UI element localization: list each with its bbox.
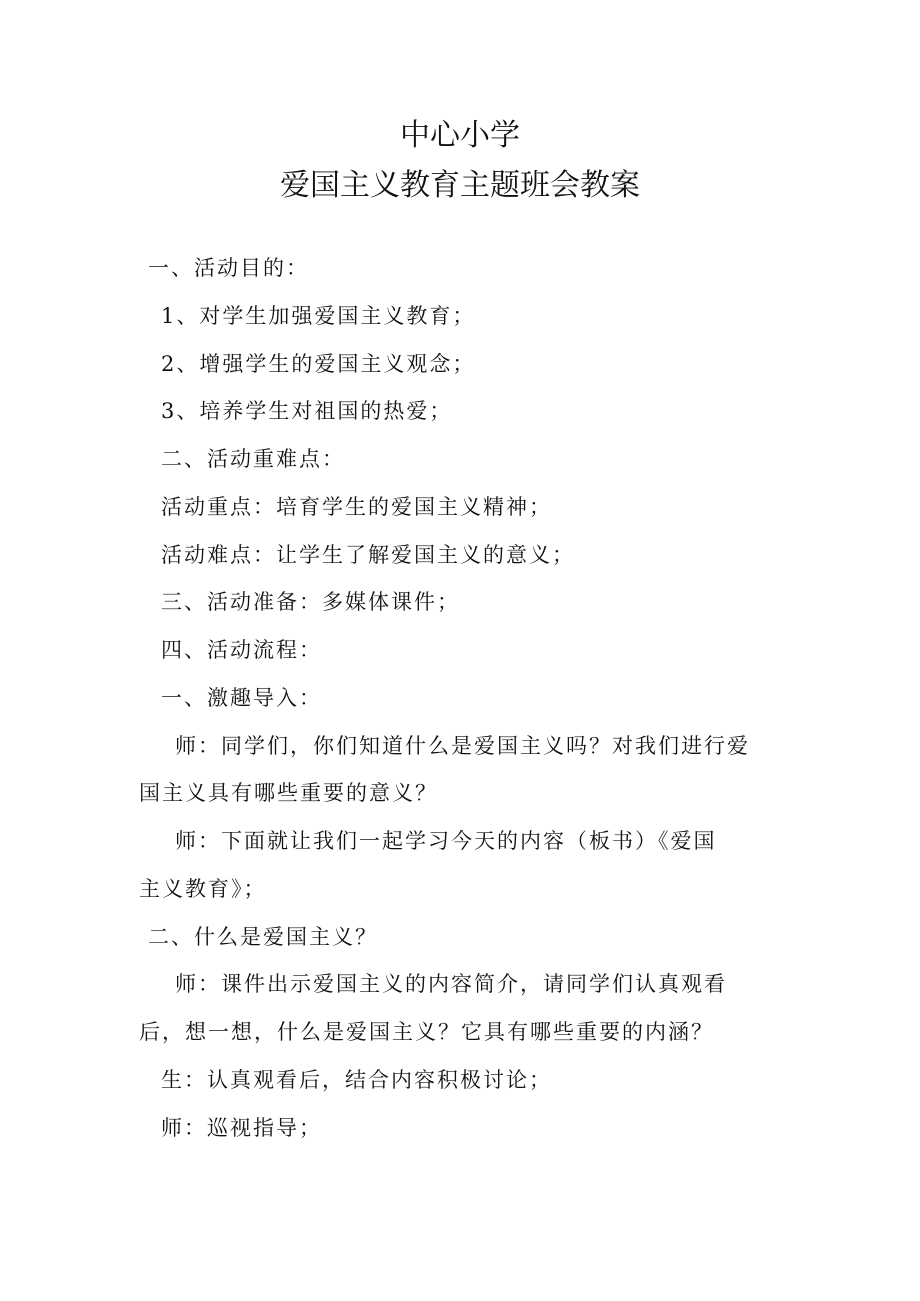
paragraph-line: 师：同学们，你们知道什么是爱国主义吗？对我们进行爱	[175, 734, 750, 758]
goal-item-1: 1、对学生加强爱国主义教育；	[161, 304, 476, 328]
paragraph-line: 师：下面就让我们一起学习今天的内容（板书）《爱国	[175, 829, 717, 853]
paragraph-line: 师：巡视指导；	[161, 1116, 322, 1140]
heading-activity-goal: 一、活动目的：	[148, 256, 309, 280]
paragraph-line: 师：课件出示爱国主义的内容简介，请同学们认真观看	[175, 972, 727, 996]
paragraph-line: 生：认真观看后，结合内容积极讨论；	[161, 1068, 552, 1092]
heading-introduction: 一、激趣导入：	[161, 686, 322, 710]
paragraph-line: 主义教育》；	[139, 877, 267, 901]
heading-process: 四、活动流程：	[161, 638, 322, 662]
school-title: 中心小学	[400, 118, 520, 153]
paragraph-line: 国主义具有哪些重要的意义？	[139, 781, 438, 805]
difficult-point: 活动难点：让学生了解爱国主义的意义；	[161, 543, 575, 567]
heading-preparation: 三、活动准备：多媒体课件；	[161, 590, 460, 614]
goal-item-2: 2、增强学生的爱国主义观念；	[161, 352, 476, 376]
goal-item-3: 3、培养学生对祖国的热爱；	[161, 399, 453, 423]
heading-what-is-patriotism: 二、什么是爱国主义？	[148, 925, 378, 949]
paragraph-line: 后，想一想，什么是爱国主义？它具有哪些重要的内涵？	[139, 1020, 714, 1044]
heading-key-points: 二、活动重难点：	[161, 447, 345, 471]
lesson-title: 爱国主义教育主题班会教案	[280, 168, 640, 203]
key-point: 活动重点：培育学生的爱国主义精神；	[161, 495, 552, 519]
